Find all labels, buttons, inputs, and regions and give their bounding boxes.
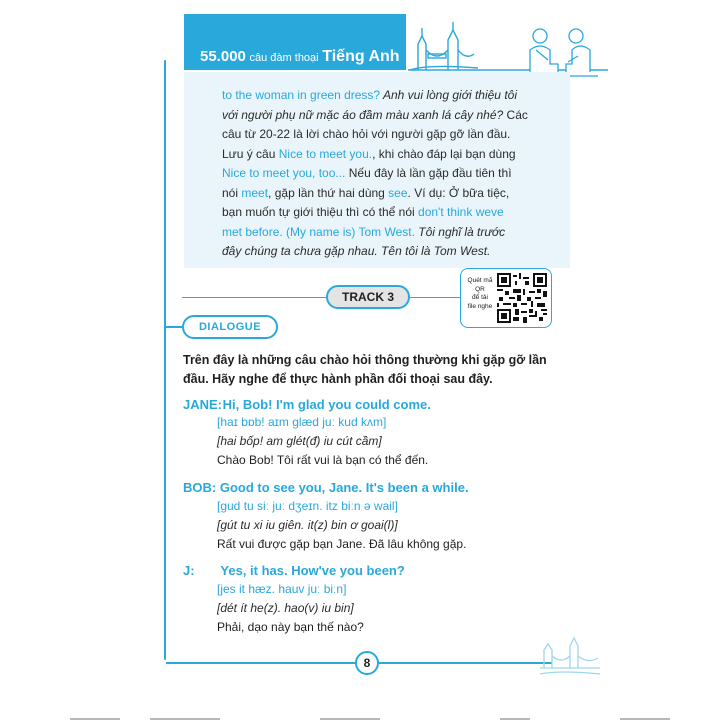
speaker-name: JANE: <box>183 397 223 412</box>
intro-text: . Ví dụ: Ở bữa tiệc, <box>407 185 510 200</box>
qr-caption-line: để tải <box>472 294 488 301</box>
intro-text: nói <box>222 185 242 200</box>
intro-paragraph <box>222 86 550 262</box>
intro-translation: Anh vui lòng giới thiệu tôi <box>380 88 517 102</box>
track-divider-right <box>408 297 464 298</box>
title-middle: câu đàm thoại <box>249 52 319 64</box>
intro-translation: đây chúng ta chưa gặp nhau. Tên tôi là Tom West. <box>222 244 491 258</box>
lead-line: đầu. Hãy nghe để thực hành phần đối thoại sau đây. <box>183 372 493 386</box>
qr-caption <box>465 277 495 311</box>
intro-text: Các <box>503 107 528 122</box>
intro-text: câu từ 20-22 là lời chào hỏi với người gặp gỡ lần đầu. <box>222 127 511 141</box>
translation-line: Chào Bob! Tôi rất vui là bạn có thể đến. <box>217 453 429 467</box>
translation-line: Phải, dạo này bạn thế nào? <box>217 620 364 634</box>
qr-box[interactable] <box>460 268 552 328</box>
track-divider-left <box>182 297 332 298</box>
pronunciation-line: [dét ít he(z). hao(v) iu bin] <box>217 601 354 615</box>
lead-line: Trên đây là những câu chào hỏi thông thường khi gặp gỡ lần <box>183 353 547 367</box>
intro-text: , khi chào đáp lại bạn dùng <box>372 146 516 161</box>
qr-caption-line: QR <box>475 285 485 293</box>
dialogue-label: DIALOGUE <box>182 315 278 339</box>
intro-phrase: to the woman in green dress? <box>222 88 381 102</box>
intro-translation: với người phụ nữ mặc áo đầm màu xanh lá cây nhé? <box>222 107 504 122</box>
intro-text: , gặp lần thứ hai dùng <box>268 185 389 200</box>
qr-caption-line: Quét mã <box>467 277 493 284</box>
dialogue-turn-english <box>183 480 469 495</box>
qr-code-icon[interactable] <box>497 273 547 323</box>
intro-translation: Tôi nghĩ là trước <box>414 224 506 239</box>
ipa-line: [jes it hæz. hauv juː biːn] <box>217 582 347 596</box>
qr-caption-line: file nghe <box>467 302 493 310</box>
english-line: Good to see you, Jane. It's been a while. <box>219 480 469 495</box>
page-number: 8 <box>355 651 379 675</box>
intro-text: Nếu đây là lần gặp đầu tiên thì <box>345 166 512 180</box>
translation-line: Rất vui được gặp bạn Jane. Đã lâu không gặp. <box>217 537 467 551</box>
pronunciation-line: [gút tu xi iu giên. it(z) bin ơ goai(l)] <box>217 518 398 532</box>
intro-text: bạn muốn tự giới thiệu thì có thể nói <box>222 205 419 219</box>
next-page-edge <box>60 716 680 722</box>
title-number: 55.000 <box>200 48 246 65</box>
track-label: TRACK 3 <box>326 285 410 309</box>
speaker-name: J: <box>183 563 195 578</box>
intro-phrase: met before. (My name is) Tom West. <box>222 224 415 239</box>
dialogue-lead <box>183 351 563 389</box>
title-accent: Tiếng Anh <box>322 48 400 65</box>
dialogue-connector <box>164 326 182 328</box>
intro-phrase: Nice to meet you, too... <box>222 166 346 180</box>
page-frame-left <box>164 60 166 660</box>
english-line: Yes, it has. How've you been? <box>220 563 405 578</box>
pronunciation-line: [hai bốp! am glét(đ) iu cút cầm] <box>217 434 382 448</box>
intro-phrase: see <box>388 185 408 200</box>
intro-phrase: don't think weve <box>418 205 504 219</box>
ipa-line: [gud tu siː juː dʒeɪn. itz biːn ə wail] <box>217 499 398 513</box>
intro-text: Lưu ý câu <box>222 146 279 161</box>
intro-phrase: meet <box>241 185 269 200</box>
dialogue-turn-english <box>183 397 431 412</box>
bridge-corner-illustration <box>540 628 600 680</box>
english-line: Hi, Bob! I'm glad you could come. <box>222 397 431 412</box>
ipa-line: [haɪ bɒb! aɪm glæd juː kud kʌm] <box>217 415 387 429</box>
speaker-name: BOB: <box>183 480 217 495</box>
book-title <box>200 48 400 66</box>
intro-phrase: Nice to meet you. <box>278 146 373 161</box>
dialogue-turn-english <box>183 563 405 578</box>
